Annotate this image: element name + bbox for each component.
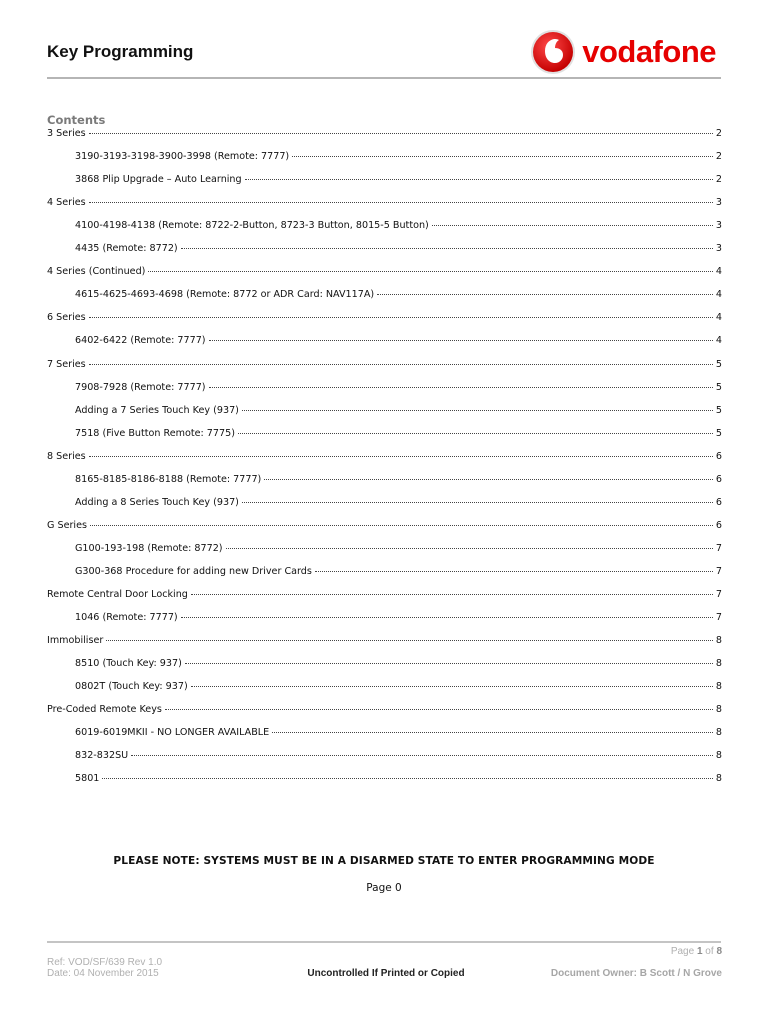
toc-entry[interactable] xyxy=(47,289,722,307)
toc-entry-page: 5 xyxy=(715,358,722,370)
toc-dot-leader xyxy=(181,617,713,618)
toc-entry[interactable] xyxy=(47,451,722,469)
toc-entry-page: 6 xyxy=(715,450,722,462)
toc-dot-leader xyxy=(191,686,713,687)
toc-dot-leader xyxy=(89,364,713,365)
toc-entry-page: 3 xyxy=(715,197,722,209)
toc-dot-leader xyxy=(238,433,713,434)
toc-entry-title: 8510 (Touch Key: 937) xyxy=(75,658,182,670)
toc-entry-title: 4 Series (Continued) xyxy=(47,266,146,278)
toc-entry-title: 7 Series xyxy=(47,358,86,370)
toc-entry-title: 7908-7928 (Remote: 7777) xyxy=(75,381,206,393)
toc-entry[interactable] xyxy=(47,566,722,584)
toc-entry[interactable] xyxy=(47,359,722,377)
toc-entry[interactable] xyxy=(47,266,722,284)
toc-dot-leader xyxy=(89,133,713,134)
toc-entry-title: 4100-4198-4138 (Remote: 8722-2-Button, 8723-3 Button, 8015-5 Button) xyxy=(75,220,429,232)
toc-dot-leader xyxy=(185,663,713,664)
toc-entry[interactable] xyxy=(47,520,722,538)
toc-entry-title: 3190-3193-3198-3900-3998 (Remote: 7777) xyxy=(75,151,290,163)
toc-entry-title: 5801 xyxy=(75,773,100,785)
toc-entry-page: 5 xyxy=(715,381,722,393)
toc-entry-title: 4435 (Remote: 8772) xyxy=(75,243,178,255)
toc-entry-title: Adding a 7 Series Touch Key (937) xyxy=(75,404,239,416)
toc-dot-leader xyxy=(165,709,713,710)
toc-entry[interactable] xyxy=(47,704,722,722)
toc-entry[interactable] xyxy=(47,681,722,699)
toc-entry-title: 6019-6019MKII - NO LONGER AVAILABLE xyxy=(75,727,270,739)
header-divider xyxy=(47,77,721,79)
toc-entry[interactable] xyxy=(47,773,722,791)
footer-document-owner: Document Owner: B Scott / N Grove xyxy=(550,968,722,979)
toc-entry[interactable] xyxy=(47,197,722,215)
toc-dot-leader xyxy=(242,502,713,503)
toc-entry-title: Immobiliser xyxy=(47,635,104,647)
toc-dot-leader xyxy=(432,225,713,226)
toc-dot-leader xyxy=(315,571,713,572)
toc-entry-page: 5 xyxy=(715,404,722,416)
toc-entry[interactable] xyxy=(47,243,722,261)
toc-dot-leader xyxy=(89,317,713,318)
toc-entry-page: 7 xyxy=(715,542,722,554)
toc-entry-title: 832-832SU xyxy=(75,750,129,762)
toc-entry-page: 6 xyxy=(715,473,722,485)
toc-entry-page: 8 xyxy=(715,727,722,739)
toc-dot-leader xyxy=(191,594,713,595)
toc-entry-page: 8 xyxy=(715,658,722,670)
toc-entry[interactable] xyxy=(47,589,722,607)
toc-dot-leader xyxy=(131,755,713,756)
toc-entry[interactable] xyxy=(47,128,722,146)
toc-dot-leader xyxy=(148,271,712,272)
toc-dot-leader xyxy=(272,732,713,733)
toc-entry[interactable] xyxy=(47,543,722,561)
toc-dot-leader xyxy=(181,248,713,249)
toc-dot-leader xyxy=(377,294,713,295)
toc-entry-title: 6402-6422 (Remote: 7777) xyxy=(75,335,206,347)
toc-dot-leader xyxy=(89,456,713,457)
toc-entry-title: G100-193-198 (Remote: 8772) xyxy=(75,542,223,554)
toc-entry-page: 6 xyxy=(715,519,722,531)
footer-divider xyxy=(47,941,721,943)
toc-entry-title: 7518 (Five Button Remote: 7775) xyxy=(75,427,235,439)
toc-entry-page: 2 xyxy=(715,174,722,186)
toc-entry-title: 0802T (Touch Key: 937) xyxy=(75,681,188,693)
toc-entry-title: G300-368 Procedure for adding new Driver Cards xyxy=(75,565,312,577)
toc-entry-page: 8 xyxy=(715,681,722,693)
toc-entry-title: 8 Series xyxy=(47,450,86,462)
toc-entry-page: 2 xyxy=(715,151,722,163)
footer-date: Date: 04 November 2015 xyxy=(47,968,159,979)
toc-entry[interactable] xyxy=(47,612,722,630)
toc-entry[interactable] xyxy=(47,220,722,238)
toc-entry[interactable] xyxy=(47,497,722,515)
toc-dot-leader xyxy=(102,778,712,779)
toc-dot-leader xyxy=(209,340,713,341)
toc-entry-page: 7 xyxy=(715,565,722,577)
toc-entry-title: Pre-Coded Remote Keys xyxy=(47,704,162,716)
toc-dot-leader xyxy=(242,410,713,411)
toc-entry[interactable] xyxy=(47,474,722,492)
toc-entry-page: 8 xyxy=(715,704,722,716)
toc-entry-page: 8 xyxy=(715,773,722,785)
toc-entry[interactable] xyxy=(47,335,722,353)
toc-dot-leader xyxy=(106,640,713,641)
vodafone-logo xyxy=(530,29,716,75)
toc-entry[interactable] xyxy=(47,428,722,446)
toc-entry-page: 4 xyxy=(715,312,722,324)
page-label: Page 0 xyxy=(366,882,402,894)
footer-uncontrolled-notice: Uncontrolled If Printed or Copied xyxy=(307,968,465,979)
toc-entry[interactable] xyxy=(47,727,722,745)
footer-page-number: Page 1 of 8 xyxy=(670,946,722,957)
toc-entry[interactable] xyxy=(47,750,722,768)
toc-entry[interactable] xyxy=(47,174,722,192)
toc-dot-leader xyxy=(292,156,713,157)
document-title: Key Programming xyxy=(47,42,194,61)
toc-entry-page: 4 xyxy=(715,266,722,278)
toc-entry-page: 4 xyxy=(715,289,722,301)
toc-entry-title: Remote Central Door Locking xyxy=(47,589,188,600)
toc-entry[interactable] xyxy=(47,382,722,400)
toc-entry-page: 5 xyxy=(715,427,722,439)
toc-entry-page: 8 xyxy=(715,750,722,762)
toc-entry-page: 3 xyxy=(715,243,722,255)
toc-entry-page: 8 xyxy=(715,635,722,647)
programming-note: PLEASE NOTE: SYSTEMS MUST BE IN A DISARMED STATE TO ENTER PROGRAMMING MODE xyxy=(113,855,655,867)
toc-dot-leader xyxy=(209,387,713,388)
toc-entry-title: 6 Series xyxy=(47,312,86,324)
toc-entry-page: 4 xyxy=(715,335,722,347)
toc-dot-leader xyxy=(90,525,713,526)
toc-entry-title: 1046 (Remote: 7777) xyxy=(75,612,178,624)
toc-entry-page: 6 xyxy=(715,496,722,508)
toc-entry-title: G Series xyxy=(47,519,87,531)
toc-dot-leader xyxy=(264,479,713,480)
toc-entry-title: 3868 Plip Upgrade – Auto Learning xyxy=(75,174,242,186)
toc-entry[interactable] xyxy=(47,635,722,653)
toc-dot-leader xyxy=(226,548,713,549)
toc-entry-page: 2 xyxy=(715,128,722,139)
toc-dot-leader xyxy=(245,179,713,180)
toc-entry-title: 4 Series xyxy=(47,197,86,209)
toc-entry[interactable] xyxy=(47,405,722,423)
toc-entry-title: 3 Series xyxy=(47,128,86,139)
toc-entry-page: 7 xyxy=(715,589,722,600)
contents-heading: Contents xyxy=(47,113,106,127)
toc-entry[interactable] xyxy=(47,658,722,676)
toc-entry-title: Adding a 8 Series Touch Key (937) xyxy=(75,496,239,508)
speechmark-logo-icon xyxy=(530,29,576,75)
toc-entry-page: 3 xyxy=(715,220,722,232)
toc-entry[interactable] xyxy=(47,312,722,330)
toc-entry-title: 8165-8185-8186-8188 (Remote: 7777) xyxy=(75,473,262,485)
logo-wordmark: vodafone xyxy=(582,34,716,69)
toc-entry-title: 4615-4625-4693-4698 (Remote: 8772 or ADR Card: NAV117A) xyxy=(75,289,375,301)
toc-dot-leader xyxy=(89,202,713,203)
footer-reference: Ref: VOD/SF/639 Rev 1.0 xyxy=(47,957,163,968)
toc-entry-page: 7 xyxy=(715,612,722,624)
toc-entry[interactable] xyxy=(47,151,722,169)
page-header xyxy=(47,34,721,80)
